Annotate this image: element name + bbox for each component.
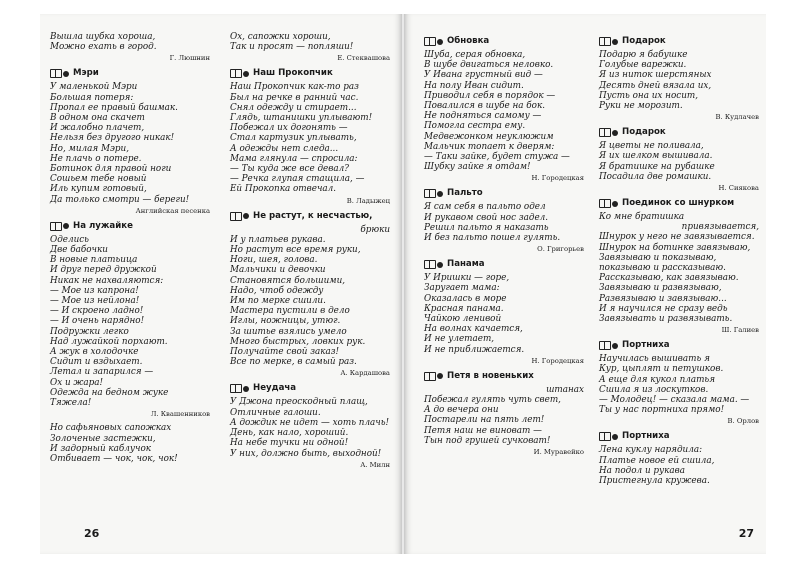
poem-line: Стал картузик уплывать,: [230, 133, 357, 144]
poem-line: И задорный каблучок: [50, 443, 152, 454]
poem-line: И я научился не сразу ведь: [599, 303, 728, 314]
poem: [424, 35, 584, 183]
poem-title-text: Поединок со шнурком: [622, 198, 735, 209]
poem-line: Так и просят — попляши!: [230, 42, 354, 53]
poem-title-text: На лужайке: [73, 220, 133, 231]
poem-author: О. Григорьев: [537, 245, 584, 254]
poem-title-text: Неудача: [253, 383, 297, 394]
poem-author: Английская песенка: [135, 206, 210, 215]
poem-line: Рассказываю, как завязываю.: [599, 273, 739, 284]
right-page: [404, 14, 766, 554]
poem-title-text: Подарок: [622, 36, 666, 46]
book-icon: [424, 37, 436, 46]
poem-lines: [599, 141, 759, 182]
poem-title-text: Мэри: [73, 68, 99, 79]
poem-line: Приводил себя в порядок —: [424, 90, 556, 101]
poem-line: Завязываю и развязываю,: [599, 283, 722, 294]
poem-line: Иглы, ножницы, утюг.: [230, 316, 341, 327]
poem-line: На подол и рукава: [599, 465, 686, 476]
poem-line: У маленькой Мэри: [50, 82, 138, 93]
poem-line: Иль купим готовый,: [50, 184, 147, 195]
right-column-1: [424, 32, 584, 461]
poem-line: Я цветы не поливала,: [599, 141, 704, 152]
poem-title-text: Петя в новеньких: [447, 370, 534, 381]
poem-title: [424, 370, 584, 383]
poem-line: Я их шелком вышивала.: [599, 151, 713, 162]
poem-line: — Молодец! — сказала мама. —: [599, 395, 750, 406]
poem-line: привязывается,: [681, 222, 759, 233]
poem-title: [599, 430, 759, 443]
poem: [424, 258, 584, 366]
bullet-icon: [612, 201, 618, 207]
poem-lines: [424, 273, 584, 355]
bullet-icon: [612, 343, 618, 349]
poem-title: [230, 210, 390, 223]
bullet-icon: [437, 39, 443, 45]
poem: [230, 67, 390, 205]
poem-line: А одежды нет следа...: [230, 143, 339, 154]
poem-line: Мальчики и девочки: [230, 265, 326, 276]
poem-lines: [599, 445, 759, 486]
poem-line: У Иришки — горе,: [424, 273, 510, 284]
bullet-icon: [612, 434, 618, 440]
poem-lines: [424, 50, 584, 172]
poem-line: Пропал ее правый башмак.: [50, 102, 178, 113]
poem-line: — И очень нарядно!: [50, 316, 145, 327]
poem-author: Н. Городецкая: [531, 174, 584, 183]
poem-line: Мама глянула — спросила:: [230, 153, 358, 164]
poem-line: На небе тучки ни одной!: [230, 438, 349, 449]
poem-line: А жук в холодочке: [50, 347, 139, 358]
poem-lines: [50, 82, 210, 204]
poem-line: У них, должно быть, выходной!: [230, 448, 382, 459]
poem-lines: [50, 423, 210, 464]
poem-line: Научилась вышивать я: [599, 354, 710, 365]
book-icon: [230, 69, 242, 78]
poem-line: В шубе двигаться неловко.: [424, 60, 554, 71]
poem-line: Голубые варежки.: [599, 60, 687, 71]
poem-line: Ботинок для правой ноги: [50, 164, 172, 175]
poem-line: Оделись: [50, 234, 89, 245]
poem-line: — Ты куда же все девал?: [230, 164, 349, 175]
poem-author: В. Кудлачев: [715, 113, 759, 122]
bullet-icon: [243, 213, 249, 219]
poem-line: Ей Прокопка отвечал.: [230, 184, 337, 195]
poem-line: И у платьев рукава.: [230, 234, 326, 245]
bullet-icon: [63, 223, 69, 229]
poem-line: — И скроено ладно!: [50, 306, 144, 317]
poem-line: Да только смотри — береги!: [50, 194, 190, 205]
poem-title: [424, 35, 584, 48]
bullet-icon: [437, 373, 443, 379]
poem-line: Но сафьяновых сапожках: [50, 423, 172, 434]
poem-line: Ох и жара!: [50, 377, 104, 388]
poem-line: Платье новое ей сшила,: [599, 455, 715, 466]
poem: [599, 430, 759, 486]
poem-line: Я братишке на рубашке: [599, 161, 715, 172]
poem-line: И рукавом свой нос задел.: [424, 212, 549, 223]
poem-line: Никак не нахваляются:: [50, 275, 164, 286]
poem-line: Ты у нас портниха прямо!: [599, 405, 725, 416]
poem-line: Но растут все время руки,: [230, 245, 361, 256]
book-icon: [599, 37, 611, 46]
poem-line: У Джона преоскодный плащ,: [230, 397, 368, 408]
poem-author: И. Муравейко: [533, 448, 584, 457]
poem-title-text: Портниха: [622, 431, 670, 442]
bullet-icon: [63, 71, 69, 77]
poem-line: За шитье взялись умело: [230, 326, 347, 337]
poem-line: Повалился в шубе на бок.: [424, 101, 546, 112]
right-column-2: [599, 32, 759, 490]
poem-line: Тын под грушей сучковат!: [424, 435, 551, 446]
poem-line: И не приближается.: [424, 344, 525, 355]
poem-line: Тяжела!: [50, 398, 92, 409]
poem-line: У Ивана грустный вид —: [424, 70, 543, 81]
poem-title: [50, 67, 210, 80]
bullet-icon: [612, 130, 618, 136]
poem-line: Надо, чтоб одежду: [230, 285, 324, 296]
poem-author: В. Орлов: [727, 417, 759, 426]
poem-line: — Речка глупая стащила, —: [230, 174, 365, 185]
poem-line: Нельзя без другого никак!: [50, 133, 175, 144]
poem-line: Большая потеря:: [50, 92, 134, 103]
poem-author: А. Кардашова: [340, 369, 390, 378]
poem-line: Подружки легко: [50, 326, 129, 337]
poem-line: Постарели на пять лет!: [424, 415, 545, 426]
poem: [230, 32, 390, 63]
poem-line: Шуба, серая обновка,: [424, 50, 526, 60]
poem-lines: [424, 395, 584, 446]
poem-title-continuation: брюки: [360, 224, 390, 235]
poem-title: [230, 67, 390, 80]
poem-line: Ко мне братишка: [599, 212, 685, 223]
poem-title-text: Не растут, к несчастью,: [253, 210, 373, 221]
book-icon: [230, 384, 242, 393]
poem-title-text: Обновка: [447, 36, 490, 46]
book-icon: [599, 341, 611, 350]
book-icon: [599, 432, 611, 441]
poem-lines: [230, 235, 390, 368]
poem-author: Ш. Галиев: [721, 326, 759, 335]
poem-author: Н. Городецкая: [531, 356, 584, 365]
poem-title: [599, 197, 759, 210]
poem-title-text: Панама: [447, 259, 485, 270]
book-icon: [50, 222, 62, 231]
poem: [50, 220, 210, 419]
poem-line: Много быстрых, ловких рук.: [230, 336, 366, 347]
poem-line: Шнурок на ботинке завязываю,: [599, 242, 751, 253]
poem-line: Шубку зайке я отдам!: [424, 162, 531, 173]
poem-line: Две бабочки: [50, 245, 108, 256]
book-icon: [424, 260, 436, 269]
book-icon: [424, 372, 436, 381]
poem-lines: [230, 32, 390, 52]
poem-title: [50, 220, 210, 233]
poem-author: Е. Стеквашова: [337, 54, 390, 63]
poem-line: Не плачь о потере.: [50, 153, 142, 164]
poem-line: Пусть она их носит,: [599, 90, 699, 101]
poem-line: Отличные галоши.: [230, 407, 321, 418]
bullet-icon: [437, 191, 443, 197]
poem: [599, 35, 759, 122]
book-icon: [599, 128, 611, 137]
poem: [424, 187, 584, 254]
book-icon: [230, 212, 242, 221]
poem-line: День, как нало, хороший.: [230, 428, 349, 439]
poem-line: — Таки зайке, будет стужа —: [424, 152, 570, 163]
poem-line: И жалобно плачет,: [50, 123, 145, 134]
left-column-2: [230, 32, 390, 474]
poem-line: Был на речке в ранний час.: [230, 92, 359, 103]
poem-author: Г. Люшнин: [169, 54, 210, 63]
book-icon: [599, 199, 611, 208]
bullet-icon: [612, 39, 618, 45]
poem-line: Им по мерке сшили.: [230, 296, 326, 307]
poem: [50, 67, 210, 215]
poem-line: А до вечера они: [424, 405, 499, 416]
poem-line: Мастера пустили в дело: [230, 306, 350, 317]
bullet-icon: [243, 386, 249, 392]
poem-line: Побежал их догонять —: [230, 123, 348, 134]
poem-line: — Мое из капрона!: [50, 285, 139, 296]
poem-line: Петя наш не виноват —: [424, 425, 542, 436]
poem-lines: [599, 212, 759, 324]
poem-line: На волнах качается,: [424, 324, 523, 335]
poem-lines: [424, 202, 584, 243]
poem-line: Я сам себя в пальто одел: [424, 202, 546, 213]
poem-line: Сшила я из лоскутков.: [599, 384, 709, 395]
poem-line: Сошьем тебе новый: [50, 174, 147, 185]
poem-line: А дождик не идет — хоть плачь!: [230, 417, 390, 428]
poem-title: [424, 258, 584, 271]
page-number-right: 27: [738, 527, 754, 540]
poem-title: [599, 339, 759, 352]
poem-line: Отбивает — чок, чок, чок!: [50, 453, 178, 464]
poem-line: Снял одежду и стирает...: [230, 102, 357, 113]
poem: [50, 423, 210, 464]
book-icon: [50, 69, 62, 78]
poem-lines: [599, 50, 759, 111]
poem-line: Наш Прокопчик как-то раз: [230, 82, 359, 93]
poem-line: Завязывать и развязывать.: [599, 314, 733, 325]
poem-line: Не подняться самому —: [424, 111, 542, 122]
poem-line: Руки не морозит.: [599, 101, 683, 112]
poem-author: В. Ладыжец: [346, 196, 390, 205]
poem-title-text: Наш Прокопчик: [253, 68, 333, 79]
poem-line: Лена куклу нарядила:: [599, 445, 703, 456]
poem-line: Ох, сапожки хороши,: [230, 32, 331, 42]
poem-line: Можно ехать в город.: [50, 42, 157, 53]
poem: [424, 370, 584, 457]
poem-line: Подарю я бабушке: [599, 50, 688, 60]
book-icon: [424, 189, 436, 198]
poem: [230, 210, 390, 379]
poem-line: Пристегнула кружева.: [599, 476, 710, 487]
poem-title: [599, 35, 759, 48]
poem-line: Помогла сестра ему.: [424, 121, 526, 132]
poem-lines: [50, 32, 210, 52]
poem-line: Глядь, штанишки уплывают!: [230, 113, 373, 124]
poem-lines: [230, 397, 390, 458]
poem-line: Медвежонком неуклюжим: [424, 131, 554, 142]
poem-line: Летал и запарился —: [50, 367, 154, 378]
poem-line: Заругает мама:: [424, 283, 500, 294]
poem-line: Над лужайкой порхают.: [50, 336, 168, 347]
poem-lines: [230, 82, 390, 194]
poem-title-continuation: штанах: [546, 384, 584, 395]
poem-line: Золоченые застежки,: [50, 433, 156, 444]
poem-line: Завязываю и показываю,: [599, 252, 717, 263]
poem-line: И не улетает,: [424, 334, 495, 345]
poem-line: Кур, цыплят и петушков.: [599, 364, 724, 375]
poem-line: В новые платьица: [50, 255, 138, 266]
poem-line: Побежал гулять чуть свет,: [424, 395, 561, 406]
poem-line: Развязываю и завязываю...: [599, 293, 727, 304]
poem-line: показываю и рассказываю.: [599, 263, 726, 274]
poem: [599, 126, 759, 193]
poem-line: Десять дней вязала их,: [599, 80, 712, 91]
poem-lines: [599, 354, 759, 415]
poem: [230, 382, 390, 469]
poem-line: Оказалась в море: [424, 293, 507, 304]
poem-author: А. Милн: [360, 460, 390, 469]
poem-title-text: Пальто: [447, 188, 483, 199]
poem-line: Посадила две ромашки.: [599, 171, 712, 182]
poem-line: Решил пальто я наказать: [424, 222, 549, 233]
poem-line: Получайте свой заказ!: [230, 347, 340, 358]
poem-line: — Мое из нейлона!: [50, 296, 140, 307]
poem-line: В одном она скачет: [50, 113, 145, 124]
poem-line: Я из ниток шерстяных: [599, 70, 712, 81]
bullet-icon: [243, 71, 249, 77]
poem-line: Сидит и вздыхает.: [50, 357, 143, 368]
poem: [599, 197, 759, 335]
poem-title: [599, 126, 759, 139]
poem-line: Ноги, шея, голова.: [230, 255, 318, 266]
poem-line: Красная панама.: [424, 303, 504, 314]
poem: [599, 339, 759, 426]
poem-line: Все по мерке, в самый раз.: [230, 357, 357, 368]
poem-line: Одежда на бедном жуке: [50, 387, 169, 398]
poem-line: На полу Иван сидит.: [424, 80, 524, 91]
bullet-icon: [437, 262, 443, 268]
poem-line: Вышла шубка хороша,: [50, 32, 156, 42]
poem-lines: [50, 235, 210, 408]
poem-title: [230, 382, 390, 395]
poem-line: Становятся большими,: [230, 275, 346, 286]
poem-title-text: Портниха: [622, 340, 670, 351]
poem-line: Шнурок у него не завязывается.: [599, 232, 755, 243]
poem-title: [424, 187, 584, 200]
poem-line: А еще для кукол платья: [599, 374, 716, 385]
poem-line: Чайкою ленивой: [424, 314, 502, 325]
poem-line: Но, милая Мэри,: [50, 143, 130, 154]
poem-line: И без пальто пошел гулять.: [424, 233, 561, 244]
page-number-left: 26: [84, 527, 100, 540]
poem-line: Мальчик топает к дверям:: [424, 141, 555, 152]
left-column-1: [50, 32, 210, 468]
left-page: [40, 14, 402, 554]
poem-author: Л. Квашенников: [150, 410, 210, 419]
poem-author: Н. Сиякова: [718, 184, 759, 193]
poem-line: И друг перед дружкой: [50, 265, 157, 276]
poem: [50, 32, 210, 63]
poem-title-text: Подарок: [622, 127, 666, 138]
